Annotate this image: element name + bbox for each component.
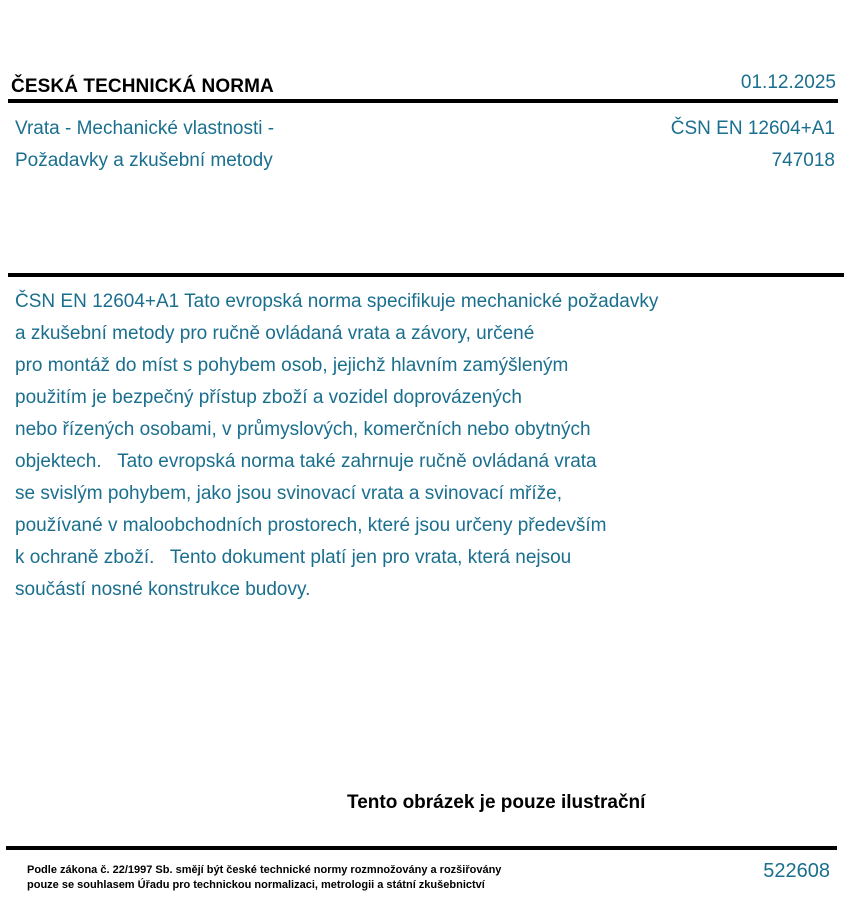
copyright-notice-line-2: pouze se souhlasem Úřadu pro technickou normalizaci, metrologii a státní zkušebnictví (27, 879, 485, 891)
illustration-disclaimer: Tento obrázek je pouze ilustrační (347, 792, 646, 813)
copyright-notice (27, 863, 501, 893)
copyright-notice-line-1: Podle zákona č. 22/1997 Sb. smějí být české technické normy rozmnožovány a rozšiřovány (27, 864, 502, 876)
abstract-text (15, 286, 658, 606)
classification-code: 747018 (771, 150, 835, 171)
standard-title-line-2: Požadavky a zkušební metody (15, 150, 273, 171)
abstract-line: ČSN EN 12604+A1 Tato evropská norma specifikuje mechanické požadavky (15, 291, 659, 312)
abstract-line: se svislým pohybem, jako jsou svinovací vrata a svinovací mříže, (15, 483, 562, 504)
abstract-line: součástí nosné konstrukce budovy. (15, 579, 311, 600)
abstract-line: k ochraně zboží. Tento dokument platí jen pro vrata, která nejsou (15, 547, 572, 568)
document-heading: ČESKÁ TECHNICKÁ NORMA (11, 76, 274, 97)
title-divider (8, 273, 844, 277)
catalog-number: 522608 (763, 860, 830, 882)
standard-title-line-1: Vrata - Mechanické vlastnosti - (15, 118, 275, 139)
abstract-line: a zkušební metody pro ručně ovládaná vrata a závory, určené (15, 323, 535, 344)
footer-divider (6, 846, 837, 850)
abstract-line: objektech. Tato evropská norma také zahrnuje ručně ovládaná vrata (15, 451, 597, 472)
publication-date: 01.12.2025 (740, 72, 836, 93)
header-divider (8, 99, 838, 103)
standard-designation: ČSN EN 12604+A1 (670, 118, 835, 139)
abstract-line: pro montáž do míst s pohybem osob, jejichž hlavním zamýšleným (15, 355, 569, 376)
abstract-line: používané v maloobchodních prostorech, které jsou určeny především (15, 515, 607, 536)
abstract-line: použitím je bezpečný přístup zboží a vozidel doprovázených (15, 387, 522, 408)
abstract-line: nebo řízených osobami, v průmyslových, komerčních nebo obytných (15, 419, 591, 440)
